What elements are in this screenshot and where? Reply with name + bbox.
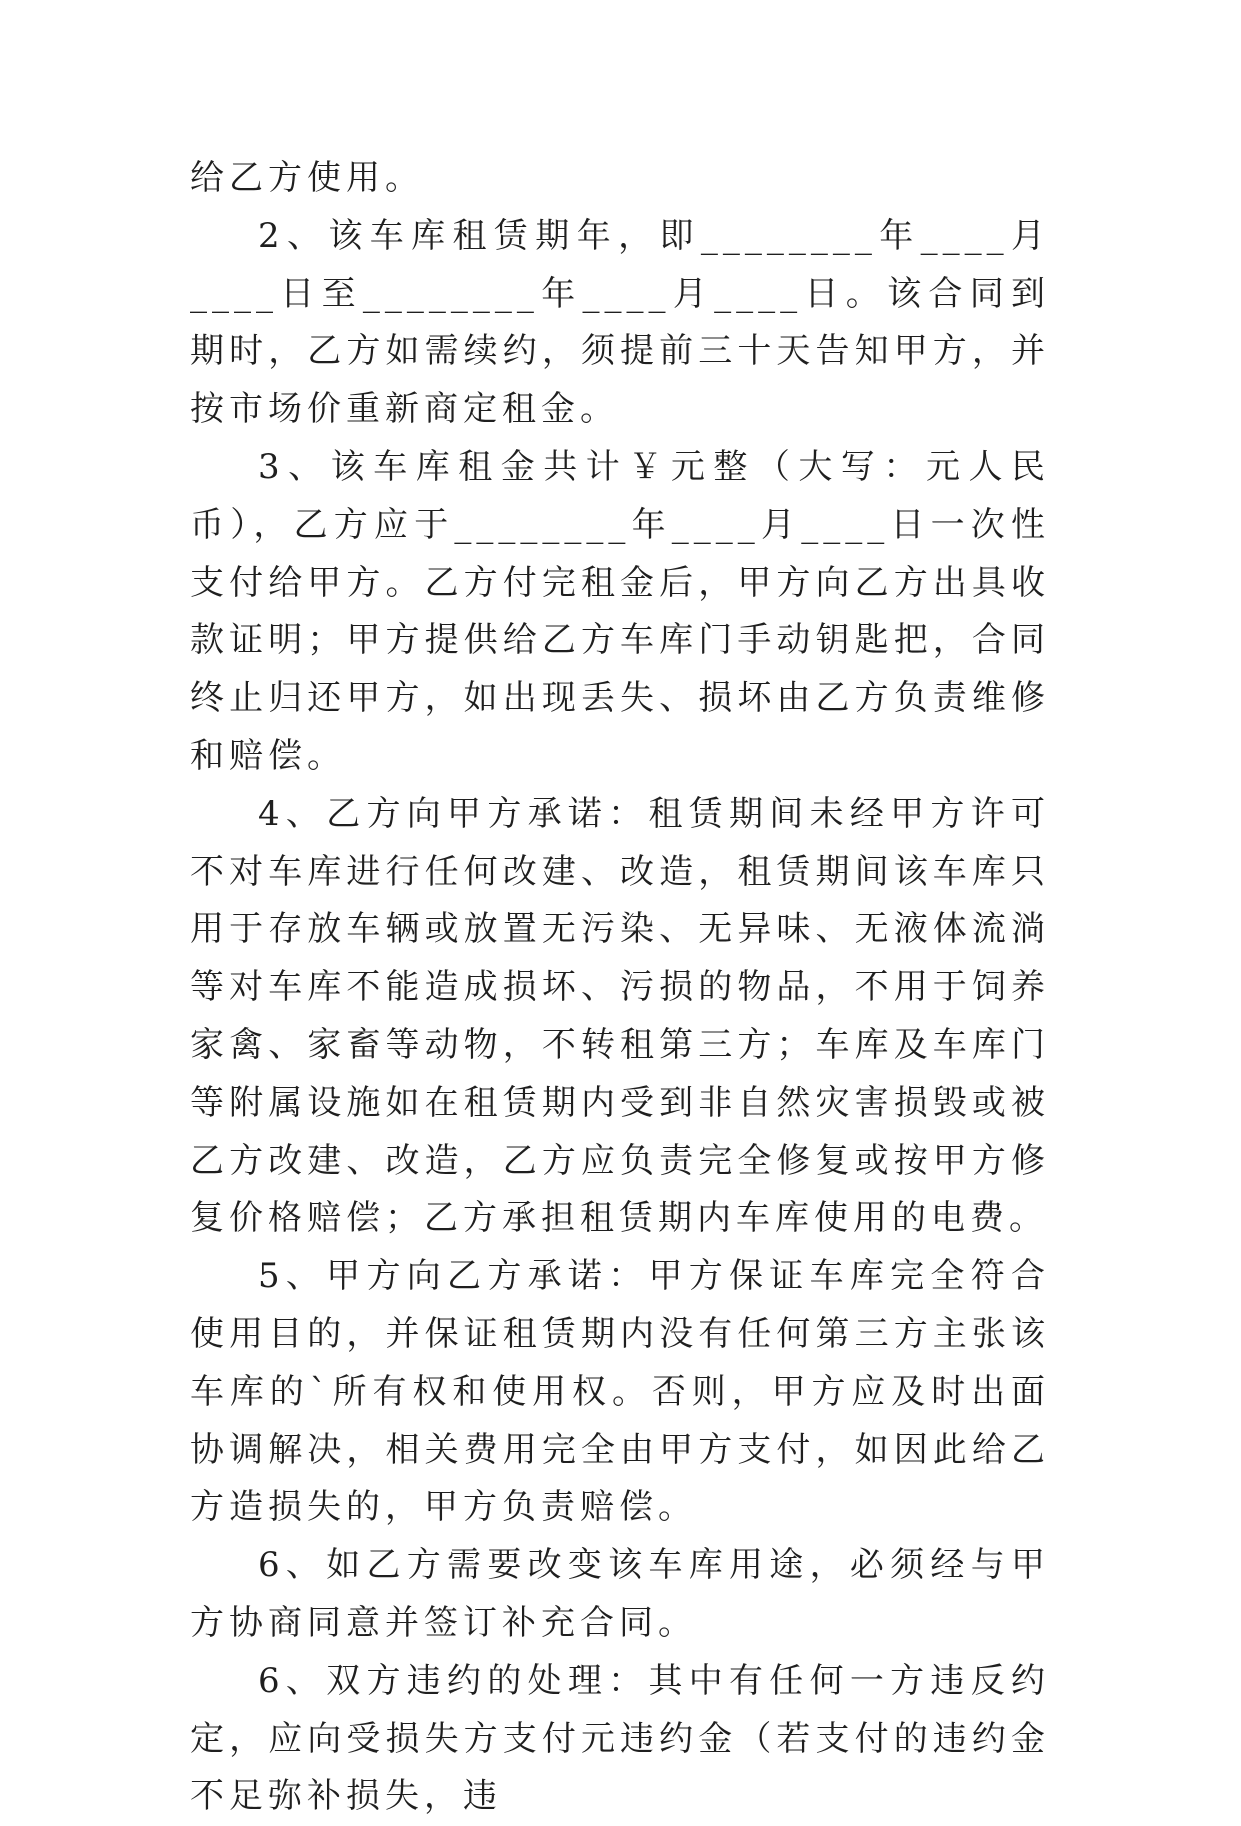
clause-3-rent: 3、该车库租金共计￥元整（大写：元人民币），乙方应于________年____月____日一次性支付给甲方。乙方付完租金后，甲方向乙方出具收款证明；甲方提供给乙方车库门手动钥匙把，合同终止归还甲方，如出现丢失、损坏由乙方负责维修和赔偿。 — [190, 446, 1050, 776]
paragraph-continuation: 给乙方使用。 — [190, 158, 424, 198]
contract-body — [190, 150, 1050, 1826]
clause-6-breach: 6、双方违约的处理：其中有任何一方违反约定，应向受损失方支付元违约金（若支付的违约金不足弥补损失，违 — [190, 1660, 1050, 1817]
clause-2-lease-term: 2、该车库租赁期年，即________年____月____日至________年____月____日。该合同到期时，乙方如需续约，须提前三十天告知甲方，并按市场价重新商定租金。 — [190, 215, 1050, 430]
clause-4-lessee-commitment: 4、乙方向甲方承诺：租赁期间未经甲方许可不对车库进行任何改建、改造，租赁期间该车库只用于存放车辆或放置无污染、无异味、无液体流淌等对车库不能造成损坏、污损的物品，不用于饲养家禽、家畜等动物，不转租第三方；车库及车库门等附属设施如在租赁期内受到非自然灾害损毁或被乙方改建、改造，乙方应负责完全修复或按甲方修复价格赔偿；乙方承担租赁期内车库使用的电费。 — [190, 793, 1050, 1239]
clause-5-lessor-commitment: 5、甲方向乙方承诺：甲方保证车库完全符合使用目的，并保证租赁期内没有任何第三方主张该车库的`所有权和使用权。否则，甲方应及时出面协调解决，相关费用完全由甲方支付，如因此给乙方造损失的，甲方负责赔偿。 — [190, 1256, 1050, 1528]
clause-6-change-of-use: 6、如乙方需要改变该车库用途，必须经与甲方协商同意并签订补充合同。 — [190, 1545, 1050, 1643]
